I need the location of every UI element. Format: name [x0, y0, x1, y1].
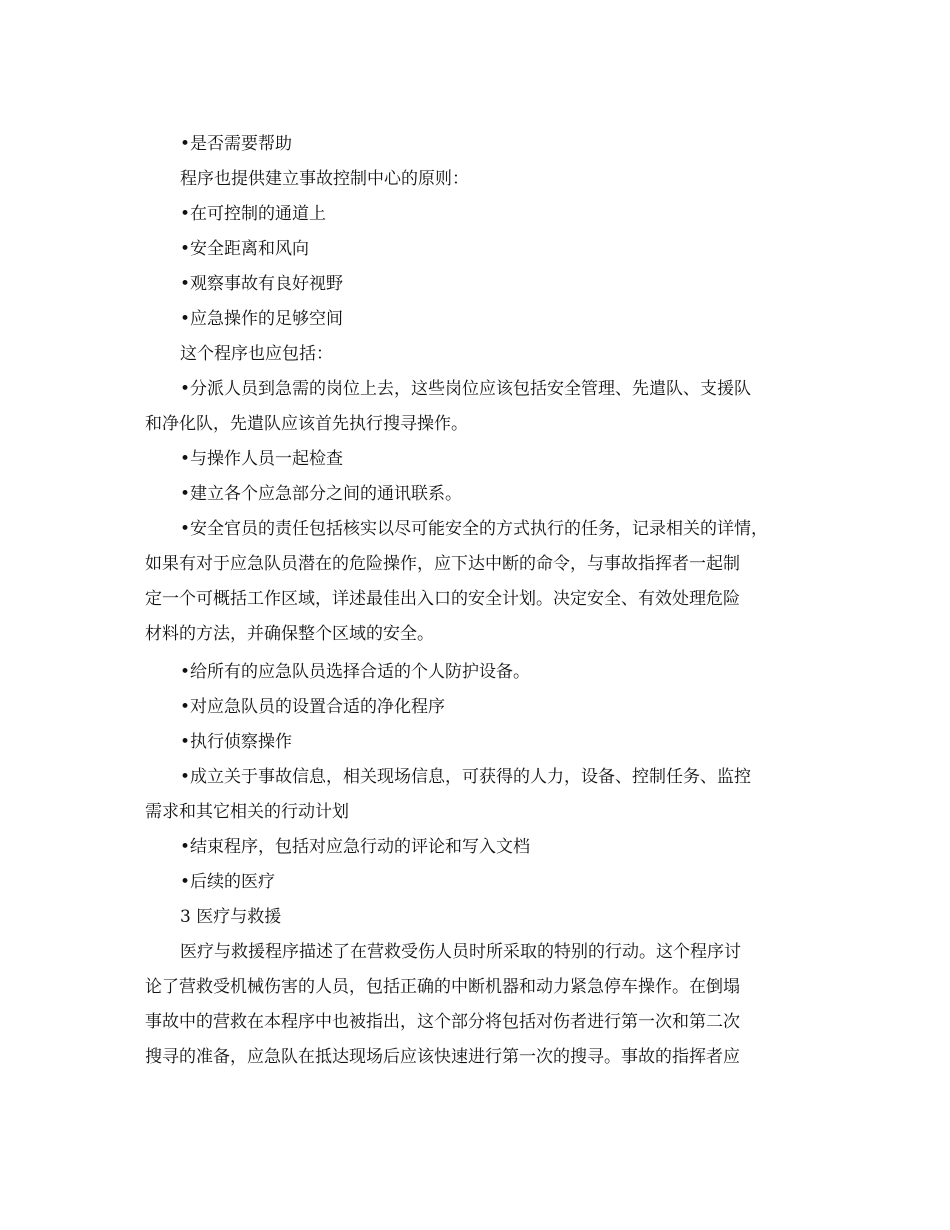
text-line: •成立关于事故信息，相关现场信息，可获得的人力，设备、控制任务、监控	[180, 767, 752, 787]
text-line: 医疗与救援程序描述了在营救受伤人员时所采取的特别的行动。这个程序讨	[180, 942, 741, 962]
text-line: •给所有的应急队员选择合适的个人防护设备。	[180, 662, 531, 682]
text-line: 程序也提供建立事故控制中心的原则：	[180, 169, 469, 189]
text-line: 定一个可概括工作区域，详述最佳出入口的安全计划。决定安全、有效处理危险	[145, 589, 740, 609]
text-line: •观察事故有良好视野	[180, 274, 344, 294]
text-line: •安全距离和风向	[180, 239, 310, 259]
text-line: •后续的医疗	[180, 872, 276, 892]
text-line: •在可控制的通道上	[180, 204, 327, 224]
text-line: 和净化队，先遣队应该首先执行搜寻操作。	[145, 414, 468, 434]
text-line: 这个程序也应包括：	[180, 344, 333, 364]
text-line: 搜寻的准备，应急队在抵达现场后应该快速进行第一次的搜寻。事故的指挥者应	[145, 1047, 740, 1067]
text-line: •与操作人员一起检查	[180, 449, 344, 469]
section-heading: 3 医疗与救援	[180, 907, 282, 927]
text-line: •安全官员的责任包括核实以尽可能安全的方式执行的任务，记录相关的详情，	[180, 519, 769, 539]
text-line: 论了营救受机械伤害的人员，包括正确的中断机器和动力紧急停车操作。在倒塌	[145, 977, 740, 997]
text-line: •分派人员到急需的岗位上去，这些岗位应该包括安全管理、先遣队、支援队	[180, 379, 752, 399]
text-line: •建立各个应急部分之间的通讯联系。	[180, 484, 463, 504]
text-line: 事故中的营救在本程序中也被指出，这个部分将包括对伤者进行第一次和第二次	[145, 1012, 740, 1032]
text-line: •对应急队员的设置合适的净化程序	[180, 697, 446, 717]
text-line: •是否需要帮助	[180, 134, 293, 154]
text-line: •应急操作的足够空间	[180, 309, 344, 329]
text-line: •执行侦察操作	[180, 732, 293, 752]
text-line: 如果有对于应急队员潜在的危险操作，应下达中断的命令，与事故指挥者一起制	[145, 554, 740, 574]
text-line: 需求和其它相关的行动计划	[145, 802, 349, 822]
text-line: •结束程序，包括对应急行动的评论和写入文档	[180, 837, 531, 857]
text-line: 材料的方法，并确保整个区域的安全。	[145, 624, 434, 644]
